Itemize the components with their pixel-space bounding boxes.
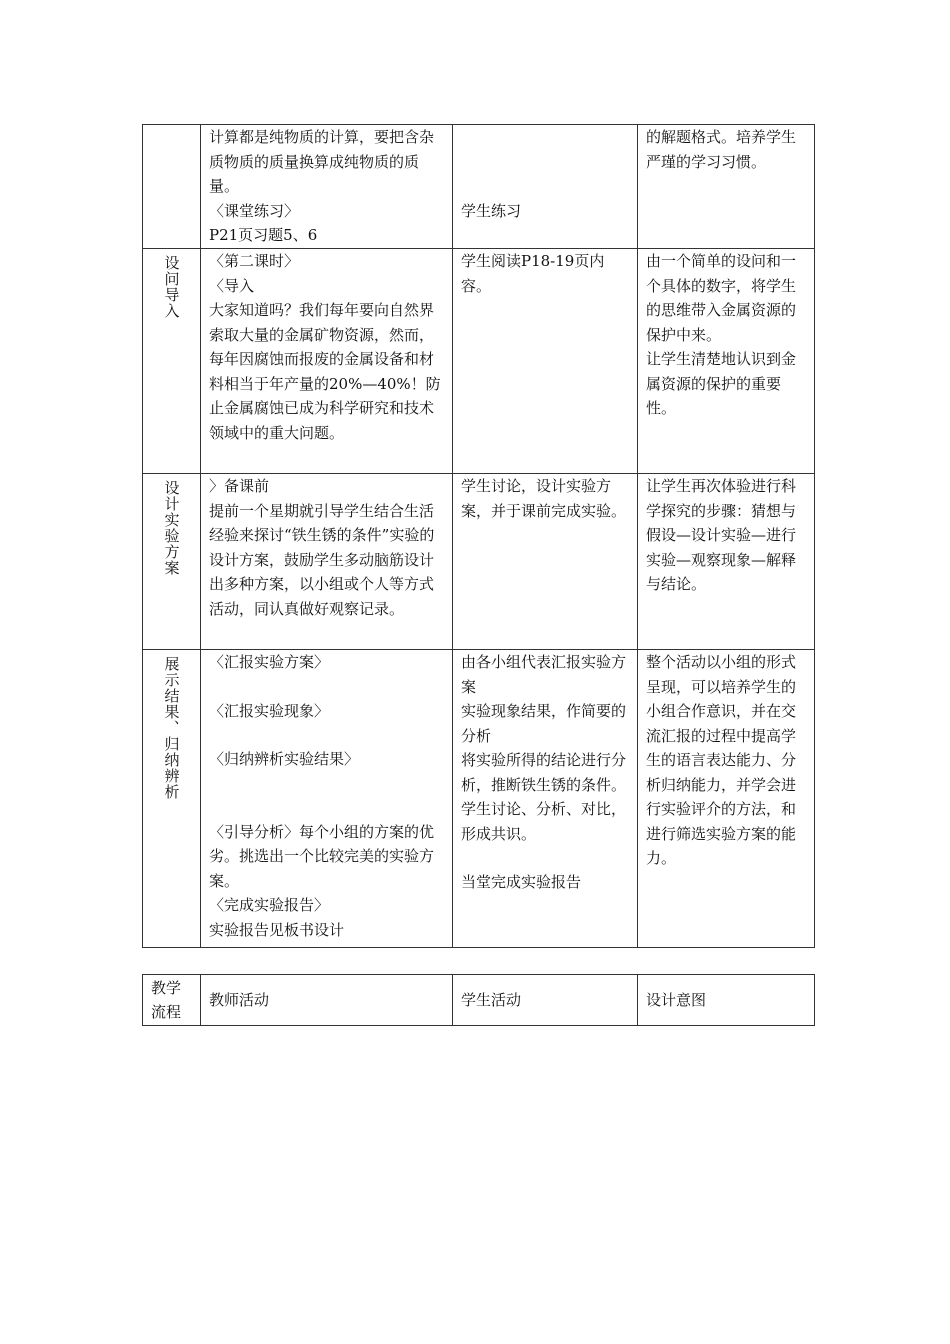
student-text: 学生讨论、分析、对比，形成共识。 (461, 800, 627, 843)
header-intent: 设计意图 (638, 975, 815, 1026)
teacher-text: 〈完成实验报告〉 (209, 896, 330, 914)
teacher-text: 计算都是纯物质的计算，要把含杂质物质的质量换算成纯物质的质量。 (209, 128, 435, 195)
header-student: 学生活动 (453, 975, 638, 1026)
teacher-text: 〈汇报实验方案〉 (209, 653, 330, 671)
stage-label: 设问导入 (162, 255, 181, 319)
header-stage: 教学流程 (143, 975, 201, 1026)
teacher-activity-cell (201, 125, 453, 249)
student-text: 学生讨论，设计实验方案，并于课前完成实验。 (461, 477, 627, 520)
teacher-activity-cell (201, 474, 453, 650)
teacher-text: P21页习题5、6 (209, 226, 318, 244)
teacher-activity-cell (201, 249, 453, 474)
student-text: 学生练习 (461, 202, 522, 220)
teacher-text: 提前一个星期就引导学生结合生活经验来探讨“铁生锈的条件”实验的设计方案，鼓励学生多动脑筋设计出多种方案，以小组或个人等方式活动，同认真做好观察记录。 (209, 501, 435, 618)
teacher-activity-cell (201, 650, 453, 948)
student-activity-cell (453, 650, 638, 948)
student-text: 当堂完成实验报告 (461, 873, 582, 891)
stage-cell (143, 650, 201, 948)
teacher-text: 大家知道吗？我们每年要向自然界索取大量的金属矿物资源，然而，每年因腐蚀而报废的金属设备和材料相当于年产量的20%—40%！防止金属腐蚀已成为科学研究和技术领域中的重大问题。 (209, 301, 441, 442)
stage-label: 设计实验方案 (162, 480, 181, 576)
header-row (143, 975, 815, 1026)
header-teacher: 教师活动 (201, 975, 453, 1026)
intent-text: 让学生再次体验进行科学探究的步骤：猜想与假设—设计实验—进行实验—观察现象—解释与结论。 (646, 477, 797, 593)
student-activity-cell (453, 474, 638, 650)
table-row (143, 650, 815, 948)
teacher-text: 〈课堂练习〉 (209, 201, 300, 220)
table-row (143, 474, 815, 650)
stage-cell (143, 474, 201, 650)
design-intent-cell (638, 650, 815, 948)
lesson-plan-table (142, 124, 815, 948)
student-text: 实验现象结果，作简要的分析 (461, 702, 627, 745)
student-activity-cell (453, 249, 638, 474)
student-text: 学生阅读P18-19页内容。 (461, 252, 605, 295)
table-row (143, 249, 815, 474)
teacher-text: 〉备课前 (209, 477, 270, 495)
table-row (143, 125, 815, 249)
stage-label: 展示结果、归纳辨析 (162, 656, 181, 800)
teacher-text: 〈引导分析〉每个小组的方案的优劣。挑选出一个比较完美的实验方案。 (209, 822, 435, 890)
student-text: 将实验所得的结论进行分析，推断铁生锈的条件。 (461, 751, 627, 794)
stage-cell (143, 125, 201, 249)
design-intent-cell (638, 474, 815, 650)
header-table (142, 974, 815, 1026)
stage-cell (143, 249, 201, 474)
intent-text: 的解题格式。培养学生严瑾的学习习惯。 (646, 128, 797, 171)
intent-text: 由一个简单的设问和一个具体的数字，将学生的思维带入金属资源的保护中来。 (646, 252, 797, 344)
teacher-text: 〈汇报实验现象〉 (209, 701, 330, 720)
design-intent-cell (638, 249, 815, 474)
teacher-text: 〈第二课时〉 (209, 252, 300, 270)
teacher-text: 〈导入 (209, 276, 255, 295)
student-activity-cell (453, 125, 638, 249)
student-text: 由各小组代表汇报实验方案 (461, 653, 627, 696)
intent-text: 让学生清楚地认识到金属资源的保护的重要性。 (646, 350, 797, 417)
design-intent-cell (638, 125, 815, 249)
teacher-text: 〈归纳辨析实验结果〉 (209, 750, 360, 768)
teacher-text: 实验报告见板书设计 (209, 920, 345, 939)
intent-text: 整个活动以小组的形式呈现，可以培养学生的小组合作意识，并在交流汇报的过程中提高学生的语言表达能力、分析归纳能力，并学会进行实验评介的方法，和进行筛选实验方案的能力。 (646, 653, 797, 867)
